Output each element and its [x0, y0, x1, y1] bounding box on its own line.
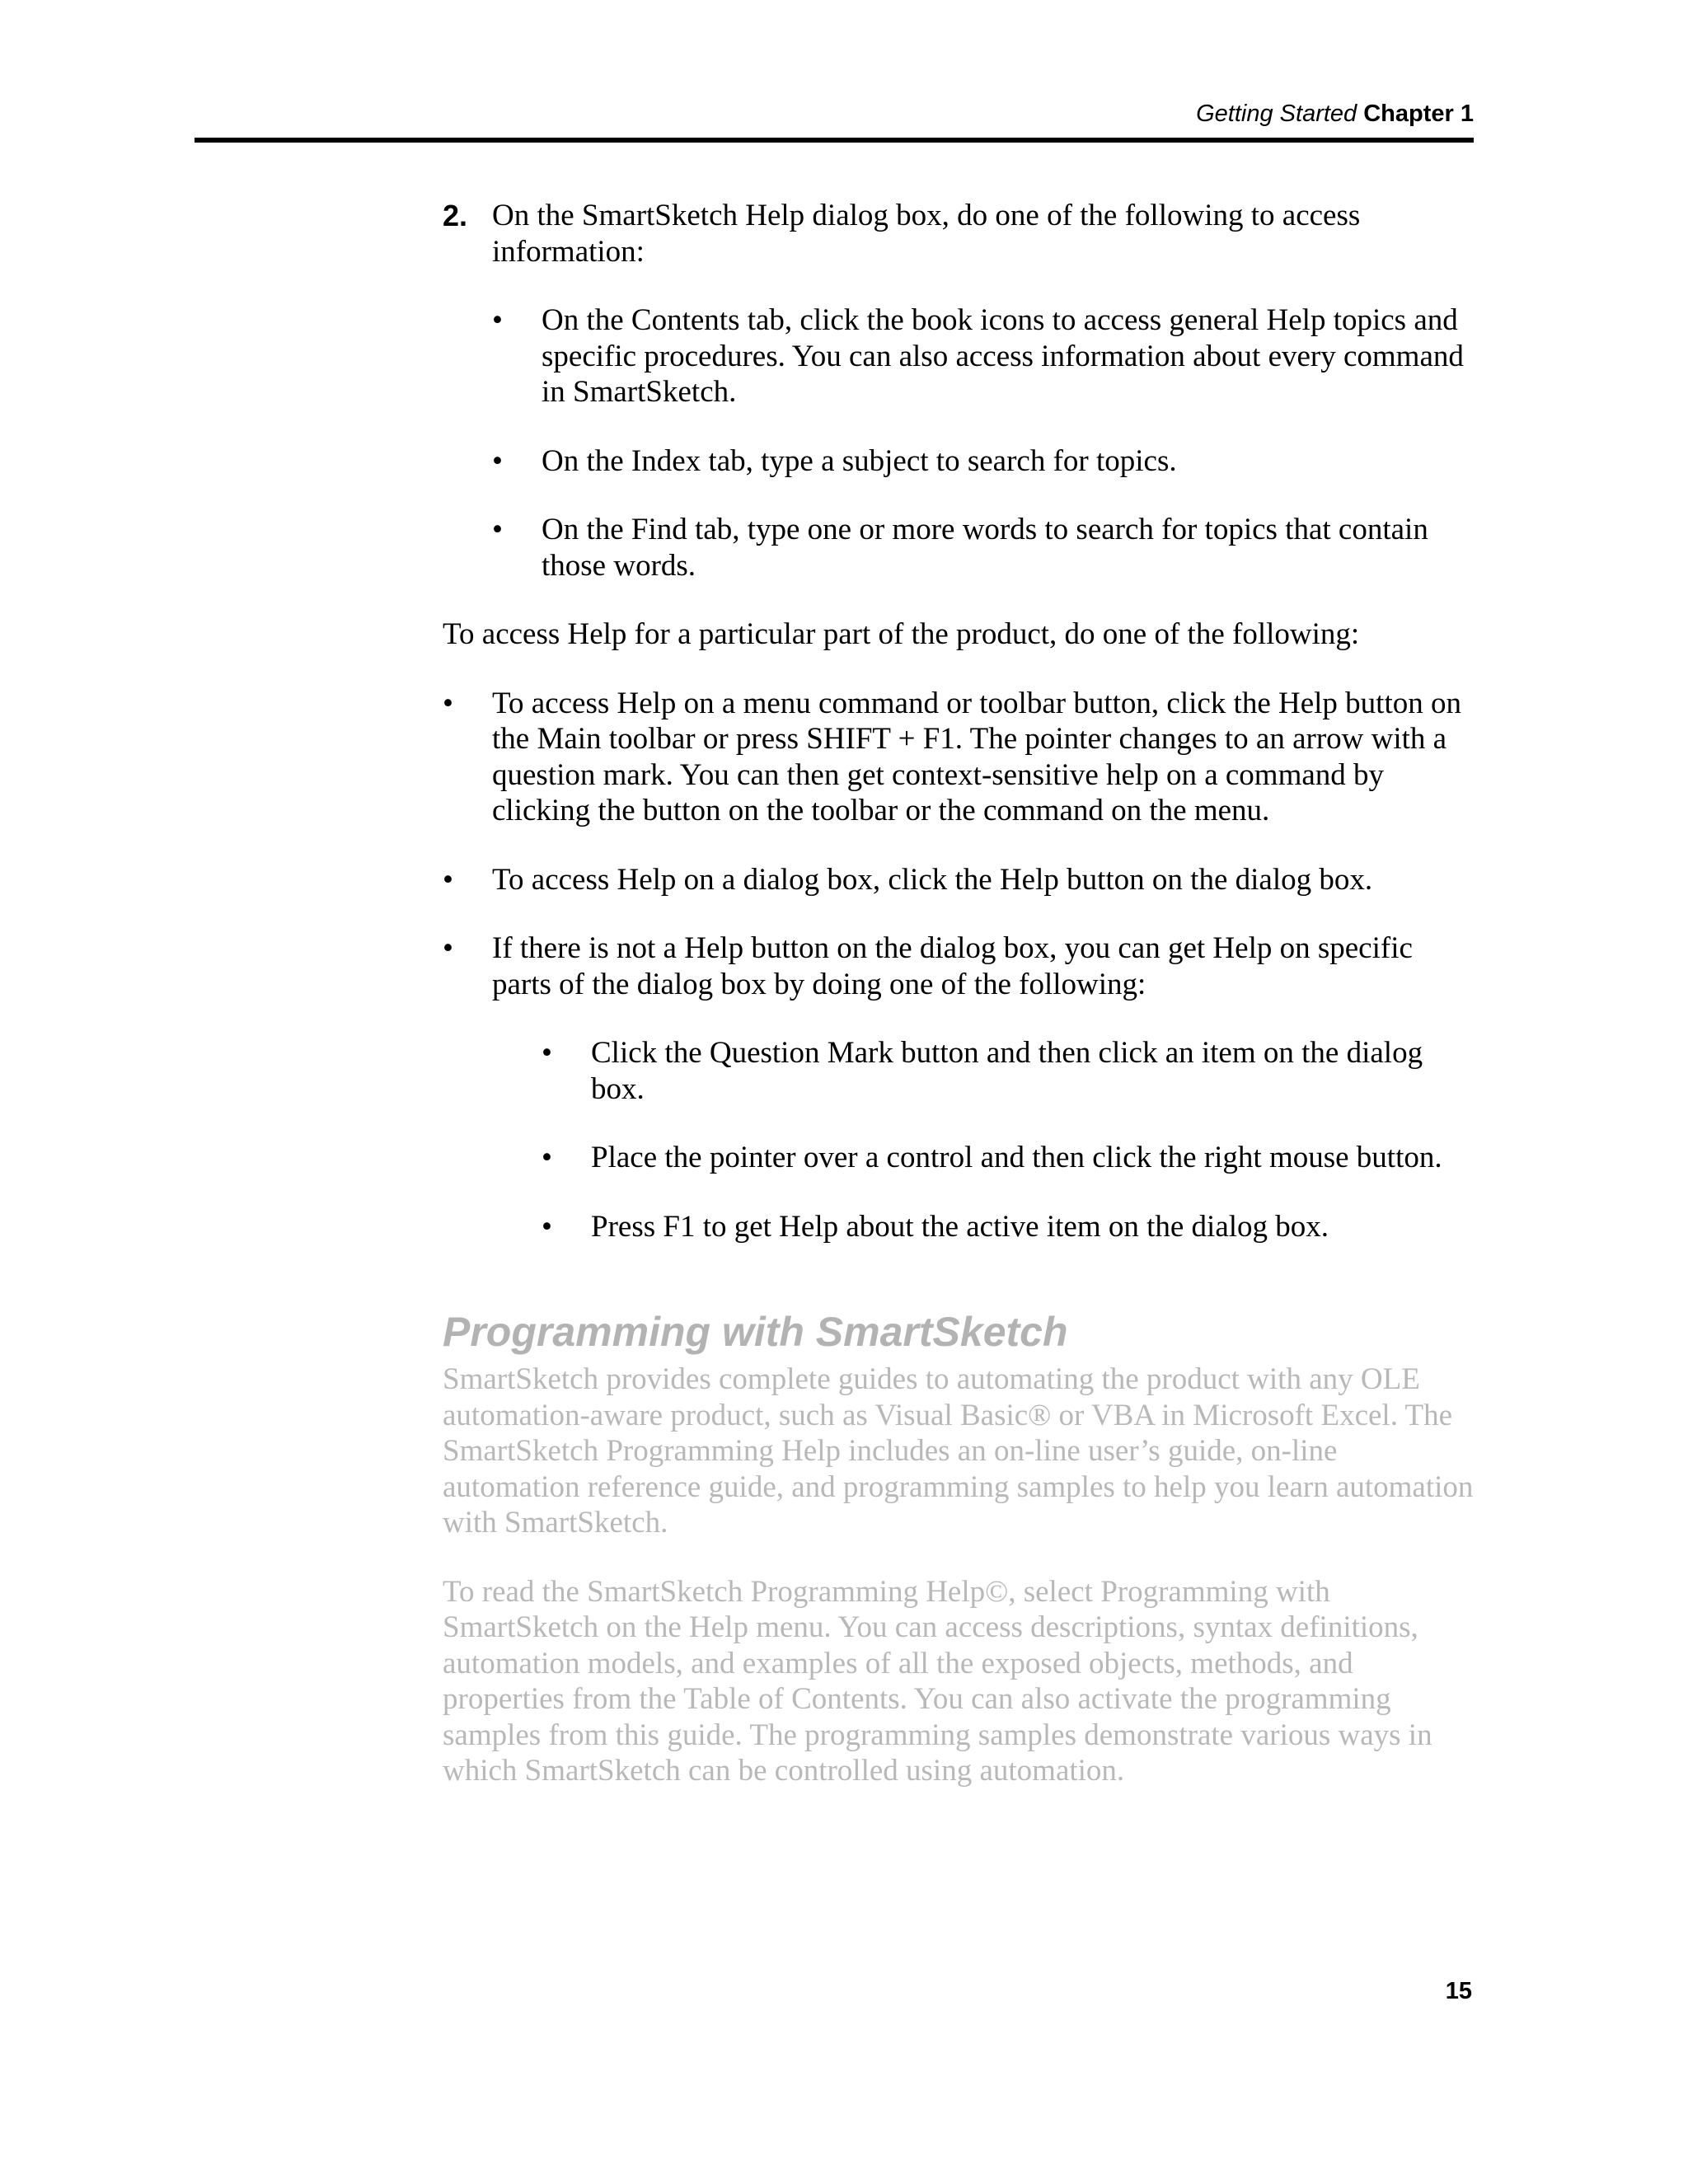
list-item: • Press F1 to get Help about the active item on the dialog box.: [542, 1209, 1329, 1244]
step-text: On the SmartSketch Help dialog box, do one of the following to access information:: [492, 199, 1361, 269]
header-chapter-label: Chapter 1: [1363, 101, 1474, 127]
list-item: • To access Help on a menu command or toolbar button, click the Help button on the Main toolbar or press SHIFT + F1. The pointer changes to an arrow with a question mark. You can then get context-sensitive help on a command by clicking the button on the toolbar or the command on the menu.: [443, 686, 1461, 827]
step-bullet-list: [443, 302, 1477, 583]
list-item: • Place the pointer over a control and then click the right mouse button.: [542, 1141, 1442, 1174]
section-heading: Programming with SmartSketch: [443, 1309, 1068, 1355]
bullet-glyph: •: [542, 1036, 552, 1070]
list-item: • To access Help on a dialog box, click the Help button on the dialog box.: [443, 862, 1373, 897]
running-header: [1196, 99, 1474, 129]
list-item: • On the Contents tab, click the book icons to access general Help topics and specific procedures. You can also access information about every command in SmartSketch.: [492, 303, 1464, 409]
list-item: • Click the Question Mark button and then click an item on the dialog box.: [542, 1036, 1423, 1106]
procedure-step: [443, 198, 1477, 269]
bullet-glyph: •: [542, 1209, 552, 1244]
step-number: 2.: [443, 199, 468, 232]
bullet-glyph: •: [492, 443, 503, 478]
list-item: • If there is not a Help button on the dialog box, you can get Help on specific parts of the dialog box by doing one of the following: • Click the Question Mark button and then click an item on the dialog box. • Place the pointer over a control and then click the right mouse button. • Press F1 to get Help about the active item on the dialog box.: [443, 930, 1477, 1244]
help-access-list: [443, 686, 1477, 1245]
bullet-glyph: •: [443, 931, 453, 965]
bullet-glyph: •: [492, 303, 503, 337]
list-item: • On the Index tab, type a subject to search for topics.: [492, 443, 1177, 478]
list-item: • On the Find tab, type one or more words to search for topics that contain those words.: [492, 513, 1428, 583]
header-rule: [195, 138, 1474, 143]
page-number: 15: [1445, 1978, 1472, 2004]
header-section-title: Getting Started: [1196, 101, 1357, 127]
bullet-glyph: •: [443, 862, 453, 897]
dialog-help-sub-list: [492, 1035, 1477, 1244]
section-paragraph: To read the SmartSketch Programming Help©, select Programming with SmartSketch on the Help menu. You can access descriptions, syntax definitions, automation models, and examples of all the exposed objects, methods, and properties from the Table of Contents. You can also activate the programming samples from this guide. The programming samples demonstrate various ways in which SmartSketch can be controlled using automation.: [443, 1574, 1432, 1788]
section-paragraph: SmartSketch provides complete guides to automating the product with any OLE automation-aware product, such as Visual Basic® or VBA in Microsoft Excel. The SmartSketch Programming Help includes an on-line user’s guide, on-line automation reference guide, and programming samples to help you learn automation with SmartSketch.: [443, 1362, 1474, 1540]
intro-paragraph: To access Help for a particular part of the product, do one of the following:: [443, 617, 1360, 651]
page-body: [443, 198, 1477, 1822]
bullet-glyph: •: [492, 513, 503, 546]
bullet-glyph: •: [542, 1141, 552, 1174]
bullet-glyph: •: [443, 686, 453, 720]
